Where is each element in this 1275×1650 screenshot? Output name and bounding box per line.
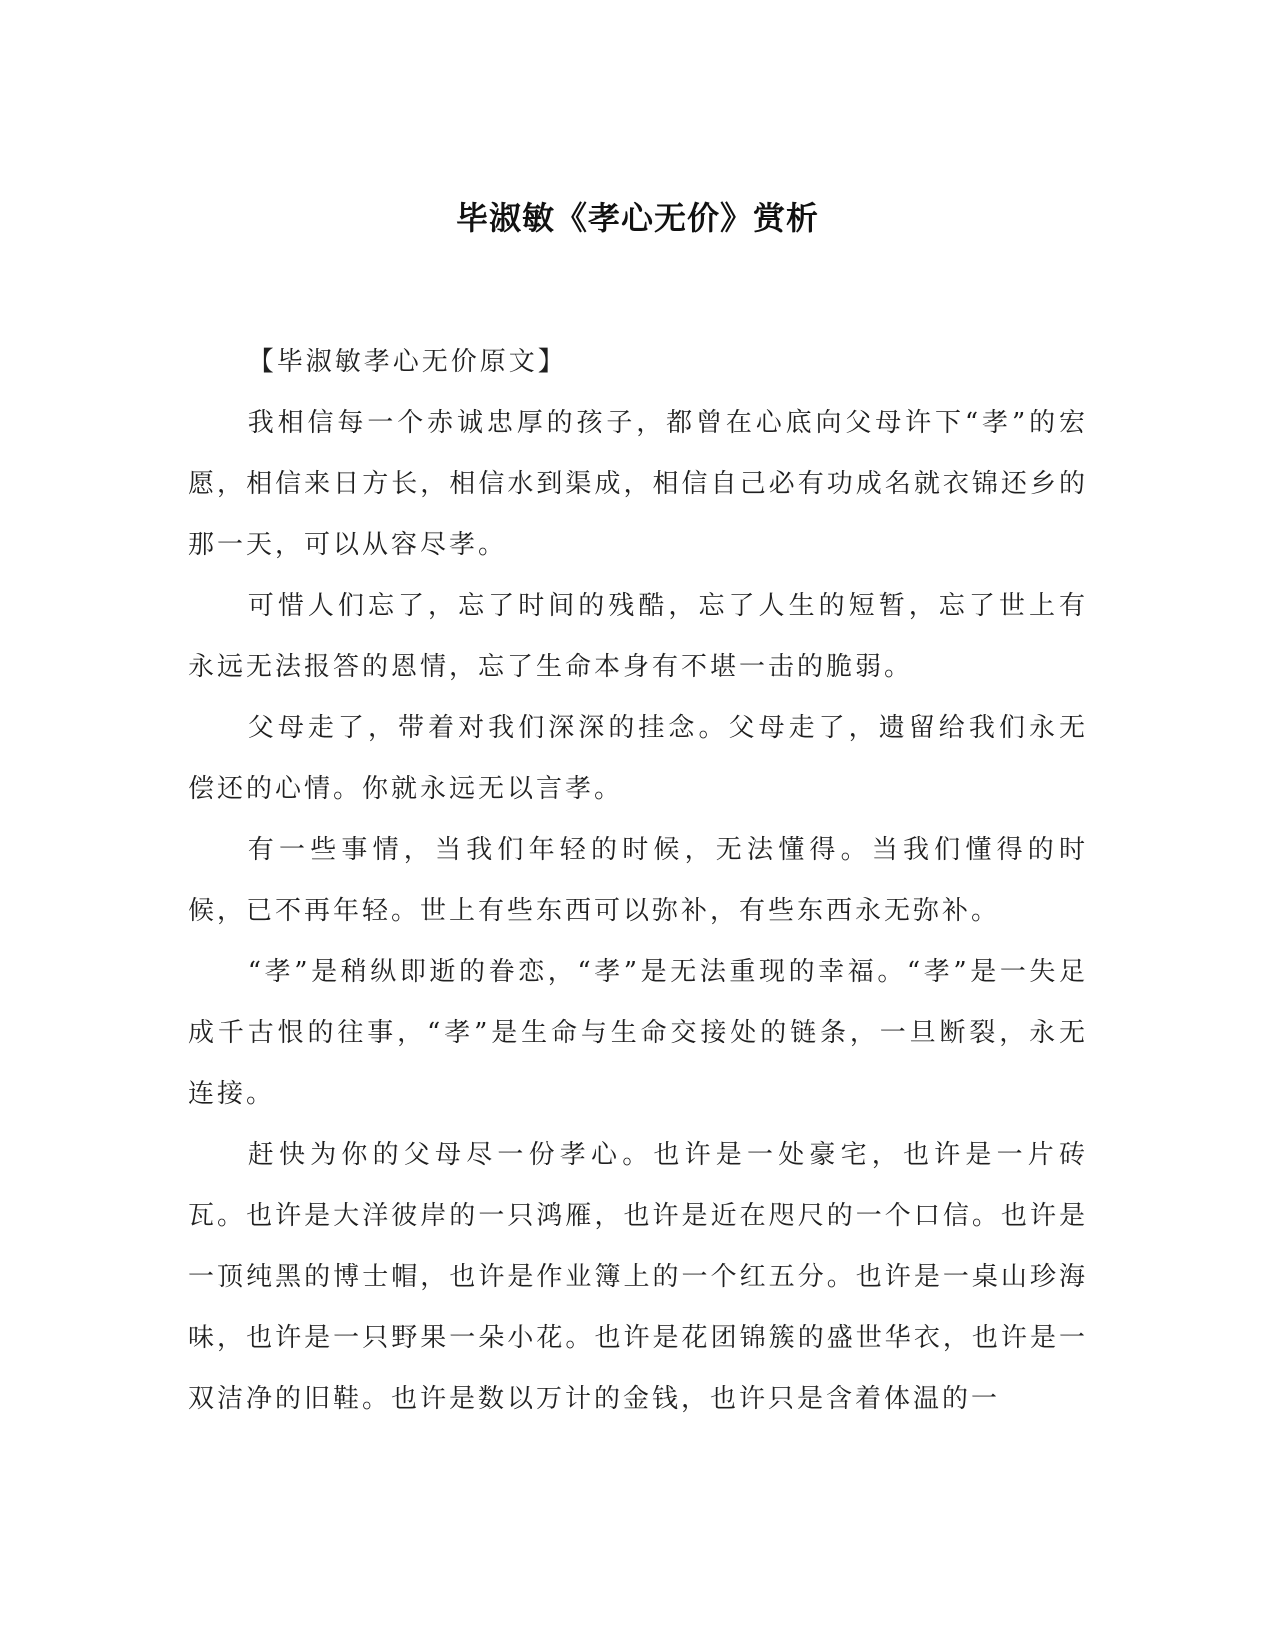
- section-heading: 【毕淑敏孝心无价原文】: [247, 347, 567, 377]
- paragraph: 父母走了，带着对我们深深的挂念。父母走了，遗留给我们永无偿还的心情。你就永远无以言孝。: [188, 713, 1088, 804]
- document-body: [188, 332, 1088, 1430]
- paragraph: 可惜人们忘了，忘了时间的残酷，忘了人生的短暂，忘了世上有永远无法报答的恩情，忘了生命本身有不堪一击的脆弱。: [188, 591, 1088, 682]
- paragraph: “孝”是稍纵即逝的眷恋，“孝”是无法重现的幸福。“孝”是一失足成千古恨的往事，“孝”是生命与生命交接处的链条，一旦断裂，永无连接。: [188, 957, 1088, 1109]
- paragraph: 有一些事情，当我们年轻的时候，无法懂得。当我们懂得的时候，已不再年轻。世上有些东西可以弥补，有些东西永无弥补。: [188, 835, 1088, 926]
- paragraph: 赶快为你的父母尽一份孝心。也许是一处豪宅，也许是一片砖瓦。也许是大洋彼岸的一只鸿雁，也许是近在咫尺的一个口信。也许是一顶纯黑的博士帽，也许是作业簿上的一个红五分。也许是一桌山珍海味，也许是一只野果一朵小花。也许是花团锦簇的盛世华衣，也许是一双洁净的旧鞋。也许是数以万计的金钱，也许只是含着体温的一: [188, 1140, 1088, 1414]
- document-title: 毕淑敏《孝心无价》赏析: [455, 199, 819, 237]
- paragraph: 我相信每一个赤诚忠厚的孩子，都曾在心底向父母许下“孝”的宏愿，相信来日方长，相信水到渠成，相信自己必有功成名就衣锦还乡的那一天，可以从容尽孝。: [188, 408, 1088, 560]
